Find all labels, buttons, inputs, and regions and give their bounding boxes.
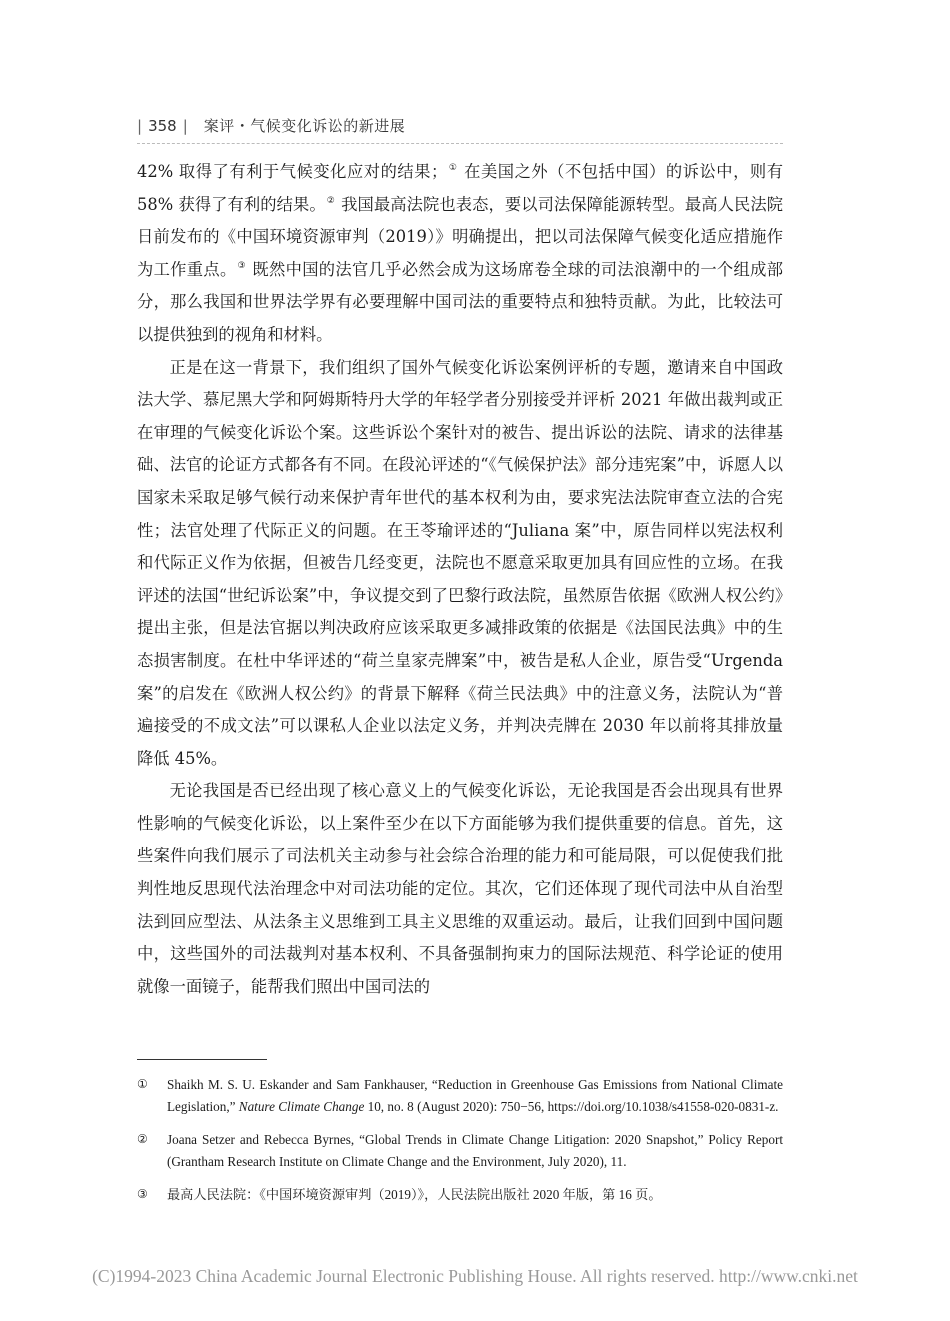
footnote-text-tail[interactable]: 10, no. 8 (August 2020): 750−56, https://doi.org/10.1038/s41558-020-0831-z. — [364, 1098, 779, 1114]
footnote-text: Shaikh M. S. U. Eskander and Sam Fankhauser, “Reduction in Greenhouse Gas Emissions from National Climate Legislation,” — [167, 1077, 783, 1114]
header-bar-right: | — [182, 117, 188, 135]
body-text — [137, 156, 783, 1003]
header-bar-left: | — [137, 117, 143, 135]
page-number: 358 — [148, 117, 177, 135]
footnote-divider — [137, 1059, 267, 1060]
paragraph-3: 无论我国是否已经出现了核心意义上的气候变化诉讼，无论我国是否会出现具有世界性影响的气候变化诉讼，以上案件至少在以下方面能够为我们提供重要的信息。首先，这些案件向我们展示了司法机关主动参与社会综合治理的能力和可能局限，可以促使我们批判性地反思现代法治理念中对司法功能的定位。其次，它们还体现了现代司法中从自治型法到回应型法、从法条主义思维到工具主义思维的双重运动。最后，让我们回到中国问题中，这些国外的司法裁判对基本权利、不具备强制拘束力的国际法规范、科学论证的使用就像一面镜子，能帮我们照出中国司法的 — [137, 781, 783, 996]
footnote-3 — [137, 1184, 783, 1206]
paragraph-2: 正是在这一背景下，我们组织了国外气候变化诉讼案例评析的专题，邀请来自中国政法大学、慕尼黑大学和阿姆斯特丹大学的年轻学者分别接受并评析 2021 年做出裁判或正在审理的气候变化诉讼个案。这些诉讼个案针对的被告、提出诉讼的法院、请求的法律基础、法官的论证方式都各有不同。在段沁评述的“《气候保护法》部分违宪案”中，诉愿人以国家未采取足够气候行动来保护青年世代的基本权利为由，要求宪法法院审查立法的合宪性；法官处理了代际正义的问题。在王苓瑜评述的“Juliana 案”中，原告同样以宪法权利和代际正义作为依据，但被告几经变更，法院也不愿意采取更加具有回应性的立场。在我评述的法国“世纪诉讼案”中，争议提交到了巴黎行政法院，虽然原告依据《欧洲人权公约》提出主张，但是法官据以判决政府应该采取更多减排政策的依据是《法国民法典》中的生态损害制度。在杜中华评述的“荷兰皇家壳牌案”中，被告是私人企业，原告受“Urgenda 案”的启发在《欧洲人权公约》的背景下解释《荷兰民法典》中的注意义务，法院认为“普遍接受的不成文法”可以课私人企业以法定义务，并判决壳牌在 2030 年以前将其排放量降低 45%。 — [137, 357, 783, 768]
footnote-number: ③ — [137, 1187, 148, 1201]
footnote-number: ① — [137, 1077, 148, 1091]
footnote-1 — [137, 1074, 783, 1117]
footnote-text: 最高人民法院：《中国环境资源审判（2019）》，人民法院出版社 2020 年版，第 16 页。 — [167, 1187, 662, 1202]
footnote-number: ② — [137, 1132, 148, 1146]
footnote-ref-2[interactable]: ② — [326, 195, 335, 206]
footnotes — [137, 1074, 783, 1218]
footnote-text: Joana Setzer and Rebecca Byrnes, “Global Trends in Climate Change Litigation: 2020 Snapshot,” Policy Report (Grantham Research Institute on Climate Change and the Environment, July 2020), 11. — [167, 1132, 783, 1169]
p1-sentence-3: 我国最高法院也表态，要以司法保障能源转型。最高人民法院日前发布的《中国环境资源审判（2019）》明确提出，把以司法保障气候变化适应措施作为工作重点。 — [137, 194, 783, 279]
p1-sentence-2: 在美国之外（不包括中国）的诉讼中，则有 58% 获得了有利的结果。 — [137, 162, 783, 214]
footnote-ref-3[interactable]: ③ — [237, 260, 246, 271]
p1-sentence-1: 42% 取得了有利于气候变化应对的结果； — [137, 162, 448, 181]
journal-title: Nature Climate Change — [238, 1098, 365, 1114]
header-divider — [137, 143, 783, 144]
footnote-ref-1[interactable]: ① — [448, 163, 458, 173]
paragraph-1 — [137, 156, 783, 352]
p1-sentence-4: 既然中国的法官几乎必然会成为这场席卷全球的司法浪潮中的一个组成部分，那么我国和世界法学界有必要理解中国司法的重要特点和独特贡献。为此，比较法可以提供独到的视角和材料。 — [137, 259, 783, 344]
section-title: 案评・气候变化诉讼的新进展 — [203, 117, 406, 135]
running-header — [137, 115, 783, 141]
footnote-2 — [137, 1129, 783, 1172]
copyright-watermark: (C)1994-2023 China Academic Journal Electronic Publishing House. All rights reserved. http://www.cnki.net — [92, 1266, 858, 1286]
